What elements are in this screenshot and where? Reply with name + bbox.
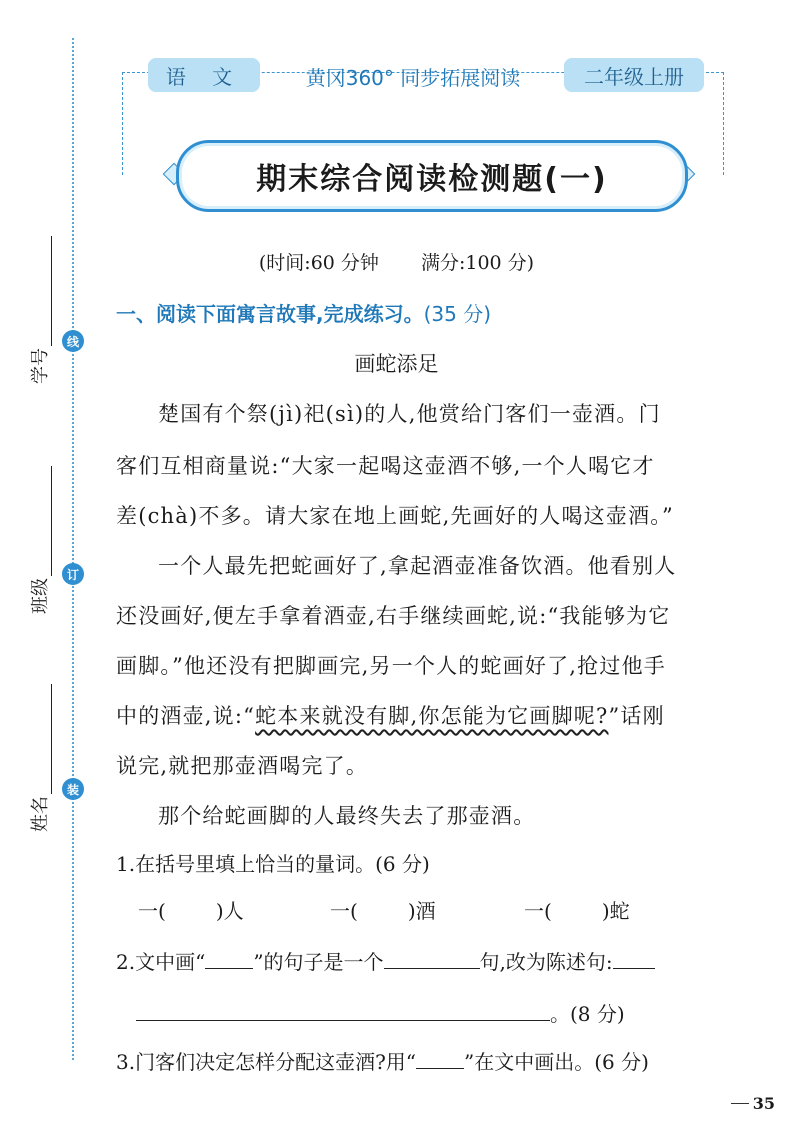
title-banner [176, 140, 688, 212]
section-heading [116, 298, 491, 327]
sentence-type-blank[interactable] [384, 950, 480, 969]
measure-word-suffix: )蛇 [601, 899, 630, 923]
measure-word-item [330, 895, 436, 924]
question-3-part-a: 3.门客们决定怎样分配这壶酒?用“ [116, 1050, 417, 1074]
binding-mark-staple: 装 [62, 778, 84, 800]
question-3 [116, 1046, 649, 1075]
measure-word-prefix: 一( [138, 899, 166, 923]
name-field[interactable] [26, 684, 52, 832]
question-2-part-b: ”的句子是一个 [253, 950, 384, 974]
page-number: 35 [752, 1094, 775, 1113]
story-text: 中的酒壶,说:“ [116, 704, 256, 728]
question-2-part-c: 句,改为陈述句: [479, 950, 613, 974]
binding-mark-line: 线 [62, 330, 84, 352]
exam-score: 满分:100 分) [420, 252, 535, 274]
grade-tag: 二年级上册 [564, 58, 704, 92]
question-2 [116, 946, 655, 975]
student-number-label: 学号 [30, 348, 51, 384]
page-title: 期末综合阅读检测题(一) [256, 162, 608, 197]
question-3-part-b: ”在文中画出。(6 分) [464, 1050, 649, 1074]
declarative-sentence-blank[interactable] [613, 950, 655, 969]
exam-time: (时间:60 分钟 [258, 252, 379, 274]
story-line: 差(chà)不多。请大家在地上画蛇,先画好的人喝这壶酒。” [116, 504, 674, 528]
story-line: 还没画好,便左手拿着酒壶,右手继续画蛇,说:“我能够为它 [116, 604, 671, 628]
class-field[interactable] [26, 466, 52, 614]
question-2-end: 。(8 分) [550, 1002, 625, 1026]
class-label: 班级 [30, 578, 51, 614]
story-line: 客们互相商量说:“大家一起喝这壶酒不够,一个人喝它才 [116, 454, 655, 478]
question-1: 1.在括号里填上恰当的量词。(6 分) [116, 852, 430, 876]
measure-word-prefix: 一( [330, 899, 358, 923]
page-number-dash [731, 1103, 749, 1104]
story-line: 画脚。”他还没有把脚画完,另一个人的蛇画好了,抢过他手 [116, 654, 666, 678]
story-line: 一个人最先把蛇画好了,拿起酒壶准备饮酒。他看别人 [158, 554, 677, 578]
section-points: (35 分) [423, 302, 492, 326]
story-line: 那个给蛇画脚的人最终失去了那壶酒。 [158, 804, 536, 828]
measure-word-suffix: )人 [215, 899, 244, 923]
exam-info [0, 248, 793, 275]
story-line-with-marked-sentence [116, 700, 736, 730]
underline-sample [416, 1050, 464, 1069]
story-line: 说完,就把那壶酒喝完了。 [116, 754, 369, 778]
measure-word-prefix: 一( [524, 899, 552, 923]
question-2-continuation [136, 998, 625, 1027]
binding-mark-bind: 订 [62, 563, 84, 585]
question-2-part-a: 2.文中画“ [116, 950, 206, 974]
name-blank[interactable] [31, 684, 52, 794]
measure-word-item [138, 895, 244, 924]
class-blank[interactable] [31, 466, 52, 576]
story-title: 画蛇添足 [354, 352, 439, 376]
wavy-underlined-sentence: 蛇本来就没有脚,你怎能为它画脚呢? [255, 704, 609, 728]
measure-word-suffix: )酒 [407, 899, 436, 923]
name-label: 姓名 [30, 796, 51, 832]
story-line: 楚国有个祭(jì)祀(sì)的人,他赏给门客们一壶酒。门 [158, 402, 661, 426]
binding-dotted-line [72, 38, 74, 1060]
measure-word-item [524, 895, 630, 924]
underline-sample [205, 950, 253, 969]
section-heading-text: 一、阅读下面寓言故事,完成练习。 [116, 302, 424, 326]
subject-tag: 语 文 [148, 58, 260, 92]
series-name: 黄冈360° 同步拓展阅读 [305, 66, 521, 90]
story-text: ”话刚 [608, 704, 665, 728]
declarative-sentence-blank-line2[interactable] [136, 1002, 550, 1021]
